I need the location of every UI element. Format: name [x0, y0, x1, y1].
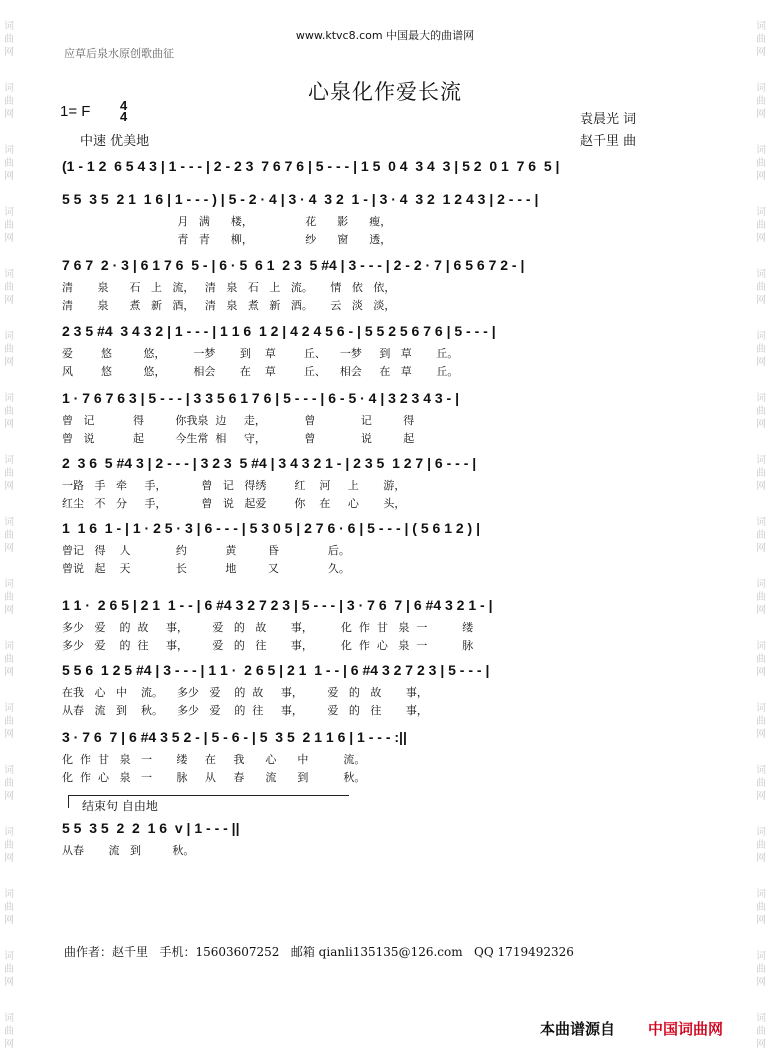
- notation-line: 1 1 6 1 - | 1 · 2 5 · 3 | 6 - - - | 5 3 0 5 | 2 7 6 · 6 | 5 - - - | ( 5 6 1 2 ) |: [62, 520, 481, 536]
- notation-line: 1 · 7 6 7 6 3 | 5 - - - | 3 3 5 6 1 7 6 | 5 - - - | 6 - 5 · 4 | 3 2 3 4 3 - |: [62, 390, 460, 406]
- lyric-verse-1: 清 泉 石 上 流， 清 泉 石 上 流。 情 依 依，: [62, 281, 396, 294]
- watermark-right: 词 曲 网 词 曲 网 词 曲 网 词 曲 网 词 曲 网 词 曲 网 词 曲 网 词 曲 网 词 曲 网 词 曲 网 词 曲 网 词 曲 网 词 曲 网 词 曲 网 词 曲 网 词 曲 网 词 曲 网: [756, 21, 766, 1050]
- lyric-verse-1: 化 作 甘 泉 一 缕 在 我 心 中 流。: [62, 753, 366, 766]
- composer-credit: 赵千里 曲: [580, 134, 637, 149]
- notation-line: 2 3 5 #4 3 4 3 2 | 1 - - - | 1 1 6 1 2 | 4 2 4 5 6 - | 5 5 2 5 6 7 6 | 5 - - - |: [62, 323, 496, 339]
- lyric-verse-2: 从春 流 到 秋。 多少 爱 的 往 事， 爱 的 往 事，: [62, 704, 428, 717]
- watermark-left: 词 曲 网 词 曲 网 词 曲 网 词 曲 网 词 曲 网 词 曲 网 词 曲 网 词 曲 网 词 曲 网 词 曲 网 词 曲 网 词 曲 网 词 曲 网 词 曲 网 词 曲 网 词 曲 网 词 曲 网: [4, 21, 14, 1050]
- lyric-verse-2: 青 青 柳， 纱 窗 透，: [62, 233, 392, 246]
- brand-name[interactable]: 中国词曲网: [648, 1020, 724, 1038]
- lyric-verse-1: 在我 心 中 流。 多少 爱 的 故 事， 爱 的 故 事，: [62, 686, 428, 699]
- notation-line: 3 · 7 6 7 | 6 #4 3 5 2 - | 5 - 6 - | 5 3 5 2 1 1 6 | 1 - - - :||: [62, 729, 407, 745]
- source-label: 本曲谱源自: [540, 1020, 616, 1038]
- ending-label: 结束句 自由地: [82, 799, 158, 813]
- lyric-verse-1: 一路 手 牵 手， 曾 记 得绣 红 河 上 游，: [62, 479, 406, 492]
- notation-line: 1 1 · 2 6 5 | 2 1 1 - - | 6 #4 3 2 7 2 3 | 5 - - - | 3 · 7 6 7 | 6 #4 3 2 1 - |: [62, 597, 493, 613]
- lyricist-credit: 袁晨光 词: [580, 112, 637, 127]
- lyric-verse-2: 风 悠 悠， 相会 在 草 丘、 相会 在 草 丘。: [62, 365, 459, 378]
- lyric-verse-1: 月 满 楼， 花 影 瘦，: [62, 215, 392, 228]
- meter-top: 4: [120, 98, 128, 113]
- notation-line: 5 5 6 1 2 5 #4 | 3 - - - | 1 1 · 2 6 5 | 2 1 1 - - | 6 #4 3 2 7 2 3 | 5 - - - |: [62, 662, 490, 678]
- contest-note: 应草后泉水原创歌曲征: [64, 47, 174, 60]
- lyric-verse-2: 红尘 不 分 手， 曾 说 起爱 你 在 心 头，: [62, 497, 406, 510]
- site-url: www.ktvc8.com 中国最大的曲谱网: [295, 29, 475, 42]
- lyric-verse-2: 清 泉 煮 新 酒， 清 泉 煮 新 酒。 云 淡 淡，: [62, 299, 396, 312]
- tempo-marking: 中速 优美地: [80, 134, 150, 149]
- composer-contact: 曲作者：赵千里 手机：15603607252 邮箱 qianli135135@126.com QQ 1719492326: [64, 945, 574, 959]
- lyric-verse-2: 化 作 心 泉 一 脉 从 春 流 到 秋。: [62, 771, 366, 784]
- notation-line: 5 5 3 5 2 2 1 6 v | 1 - - - ||: [62, 820, 240, 836]
- lyric-verse-1: 曾 记 得 你我泉 边 走， 曾 记 得: [62, 414, 415, 427]
- lyric-verse-2: 曾 说 起 今生常 相 守， 曾 说 起: [62, 432, 415, 445]
- lyric-verse-2: 曾说 起 天 长 地 又 久。: [62, 562, 350, 575]
- lyric-verse-2: 多少 爱 的 往 事， 爱 的 往 事， 化 作 心 泉 一 脉: [62, 639, 474, 652]
- meter-bottom: 4: [120, 109, 128, 124]
- song-title: 心泉化作爱长流: [308, 80, 462, 104]
- lyric-verse-1: 从春 流 到 秋。: [62, 844, 195, 857]
- key-signature: 1= F: [60, 103, 91, 120]
- notation-line: (1 - 1 2 6 5 4 3 | 1 - - - | 2 - 2 3 7 6 7 6 | 5 - - - | 1 5 0 4 3 4 3 | 5 2 0 1 7 6 5 |: [62, 158, 560, 174]
- time-signature: [120, 100, 127, 122]
- notation-line: 5 5 3 5 2 1 1 6 | 1 - - - ) | 5 - 2 · 4 | 3 · 4 3 2 1 - | 3 · 4 3 2 1 2 4 3 | 2 - - - |: [62, 191, 539, 207]
- lyric-verse-1: 爱 悠 悠， 一梦 到 草 丘、 一梦 到 草 丘。: [62, 347, 459, 360]
- notation-line: 7 6 7 2 · 3 | 6 1 7 6 5 - | 6 · 5 6 1 2 3 5 #4 | 3 - - - | 2 - 2 · 7 | 6 5 6 7 2 - |: [62, 257, 525, 273]
- notation-line: 2 3 6 5 #4 3 | 2 - - - | 3 2 3 5 #4 | 3 4 3 2 1 - | 2 3 5 1 2 7 | 6 - - - |: [62, 455, 477, 471]
- lyric-verse-1: 曾记 得 人 约 黄 昏 后。: [62, 544, 350, 557]
- lyric-verse-1: 多少 爱 的 故 事， 爱 的 故 事， 化 作 甘 泉 一 缕: [62, 621, 474, 634]
